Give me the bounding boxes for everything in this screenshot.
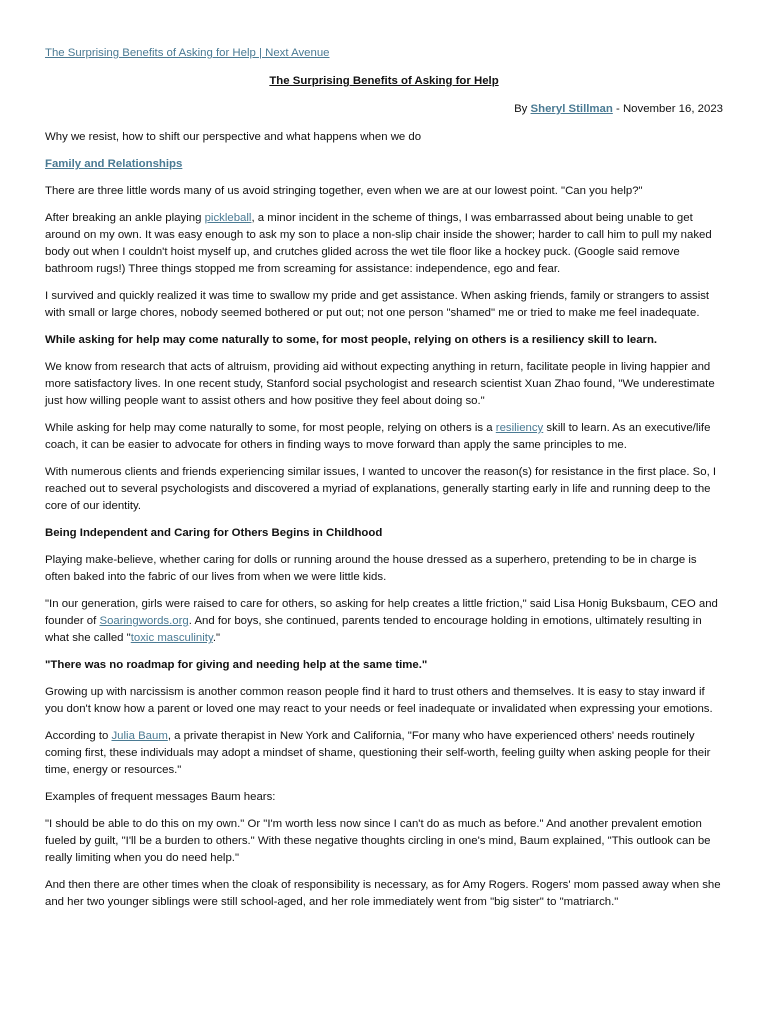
paragraph-12: "I should be able to do this on my own." Or "I'm worth less now since I can't do as much as before." And another prevalent emotion fueled by guilt, "I'll be a burden to others." With these negative thoughts circling in one's mind, Baum explained, "This outlook can be really limiting when you do need help." (45, 818, 711, 864)
paragraph-5 (45, 420, 723, 454)
paragraph-8 (45, 596, 723, 647)
paragraph-8-text-c: ." (212, 632, 221, 644)
pull-quote-1: While asking for help may come naturally to some, for most people, relying on others is a resiliency skill to learn. (45, 334, 658, 346)
source-link[interactable]: The Surprising Benefits of Asking for Help | Next Avenue (45, 47, 330, 59)
paragraph-10 (45, 728, 723, 779)
paragraph-5-text-b: skill to learn. As an executive/life coach, it can be easier to advocate for others in finding ways to move forward than apply the same principles to me. (45, 422, 711, 451)
paragraph-2-text-a: After breaking an ankle playing (45, 212, 205, 224)
paragraph-13: And then there are other times when the cloak of responsibility is necessary, as for Amy Rogers. Rogers' mom passed away when she and her two younger siblings were still school-aged, and her role immediately went from "big sister" to "matriarch." (45, 879, 721, 908)
paragraph-7: Playing make-believe, whether caring for dolls or running around the house dressed as a superhero, pretending to be in charge is often baked into the fabric of our lives from when we were little kids. (45, 554, 697, 583)
subtitle: Why we resist, how to shift our perspective and what happens when we do (45, 131, 422, 143)
paragraph-6: With numerous clients and friends experiencing similar issues, I wanted to uncover the reason(s) for resistance in the first place. So, I reached out to several psychologists and discovered a myriad of explanations, generally starting early in life and running deep to the core of our identity. (45, 466, 717, 512)
category-line (45, 156, 723, 173)
paragraph-1: There are three little words many of us avoid stringing together, even when we are at our lowest point. "Can you help?" (45, 185, 643, 197)
julia-baum-link[interactable]: Julia Baum (111, 730, 168, 742)
author-link[interactable]: Sheryl Stillman (530, 103, 613, 115)
paragraph-11: Examples of frequent messages Baum hears: (45, 791, 276, 803)
soaringwords-link[interactable]: Soaringwords.org (99, 615, 189, 627)
toxic-masculinity-link[interactable]: toxic masculinity (130, 632, 213, 644)
paragraph-2-text-b: , a minor incident in the scheme of things, I was embarrassed about being unable to get around on my own. It was easy enough to ask my son to place a non-slip chair inside the shower; harder to call him to pull my naked body out when I couldn't hoist myself up, and crutches glided across the wet tile floor like a hockey puck. (Google said remove bathroom rugs!) Three things stopped me from screaming for assistance: independence, ego and fear. (45, 212, 712, 275)
resiliency-link[interactable]: resiliency (495, 422, 544, 434)
byline-prefix: By (514, 103, 531, 115)
pull-quote-2: "There was no roadmap for giving and needing help at the same time." (45, 659, 428, 671)
paragraph-4: We know from research that acts of altruism, providing aid without expecting anything in return, facilitate people in living happier and more satisfactory lives. In one recent study, Stanford social psychologist and research scientist Xuan Zhao found, "We underestimate just how willing people want to assist others and how positive they feel about doing so." (45, 361, 715, 407)
paragraph-5-text-a: While asking for help may come naturally to some, for most people, relying on others is a (45, 422, 496, 434)
byline (45, 101, 723, 118)
pickleball-link[interactable]: pickleball (204, 212, 252, 224)
paragraph-10-text-a: According to (45, 730, 112, 742)
paragraph-2 (45, 210, 723, 278)
section-heading: Being Independent and Caring for Others Begins in Childhood (45, 527, 383, 539)
publish-date: - November 16, 2023 (612, 103, 723, 115)
paragraph-9: Growing up with narcissism is another common reason people find it hard to trust others and themselves. It is easy to stay inward if you don't know how a parent or loved one may react to your needs or feel inadequate or invalidated when expressing your emotions. (45, 686, 713, 715)
source-line (45, 45, 723, 62)
paragraph-3: I survived and quickly realized it was time to swallow my pride and get assistance. When asking friends, family or strangers to assist with small or large chores, nobody seemed bothered or put out; not one person "shamed" me or tried to make me feel inadequate. (45, 290, 710, 319)
article-title: The Surprising Benefits of Asking for Help (269, 75, 499, 87)
paragraph-10-text-b: , a private therapist in New York and California, "For many who have experienced others' needs routinely coming first, these individuals may adopt a mindset of shame, questioning their self-worth, feeling guilty when asking people for their time, energy or resources." (45, 730, 711, 776)
paragraph-8-text-b: . And for boys, she continued, parents tended to encourage holding in emotions, ultimately resulting in what she called " (45, 615, 702, 644)
category-link[interactable]: Family and Relationships (45, 158, 183, 170)
paragraph-8-text-a: "In our generation, girls were raised to care for others, so asking for help creates a little friction," said Lisa Honig Buksbaum, CEO and founder of (45, 598, 718, 627)
